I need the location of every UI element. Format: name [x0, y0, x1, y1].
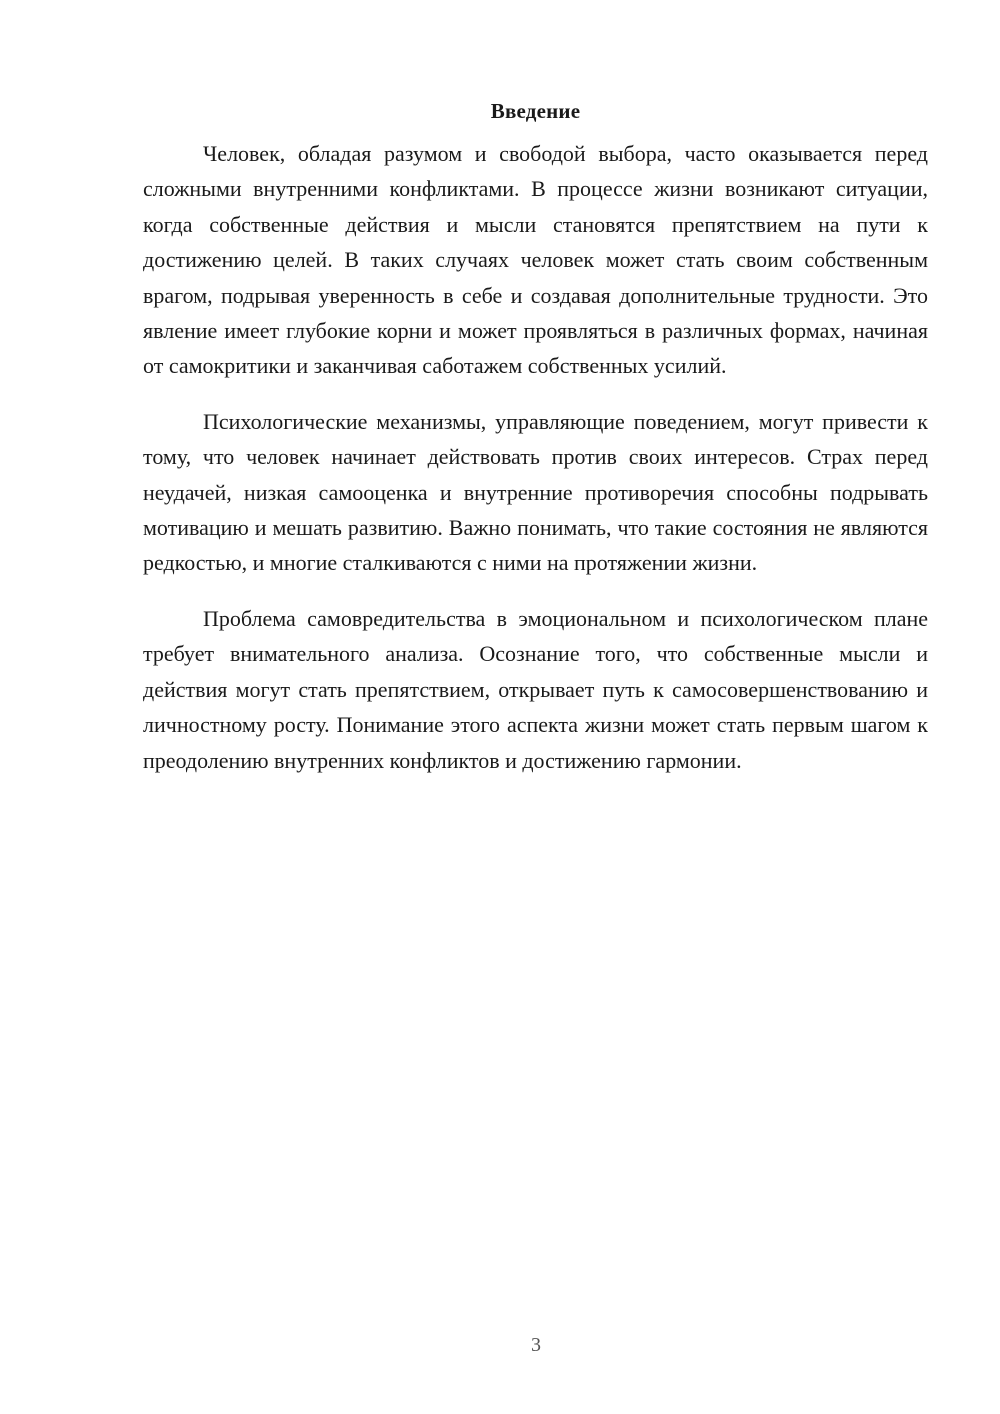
page-number: 3 [531, 1334, 541, 1356]
section-title: Введение [490, 99, 581, 123]
paragraph-2: Психологические механизмы, управляющие поведением, могут привести к тому, что человек начинает действовать против своих интересов. Страх перед неудачей, низкая самооценка и внутренние противоречия способны подрывать мотивацию и мешать развитию. Важно понимать, что такие состояния не являются редкостью, и многие сталкиваются с ними на протяжении жизни. [143, 408, 928, 576]
paragraph-3: Проблема самовредительства в эмоциональном и психологическом плане требует внимательного анализа. Осознание того, что собственные мысли и действия могут стать препятствием, открывает путь к самосовершенствованию и личностному росту. Понимание этого аспекта жизни может стать первым шагом к преодолению внутренних конфликтов и достижению гармонии. [143, 605, 928, 773]
page-content [143, 95, 928, 798]
paragraph-1: Человек, обладая разумом и свободой выбора, часто оказывается перед сложными внутренними конфликтами. В процессе жизни возникают ситуации, когда собственные действия и мысли становятся препятствием на пути к достижению целей. В таких случаях человек может стать своим собственным врагом, подрывая уверенность в себе и создавая дополнительные трудности. Это явление имеет глубокие корни и может проявляться в различных формах, начиная от самокритики и заканчивая саботажем собственных усилий. [143, 141, 928, 379]
